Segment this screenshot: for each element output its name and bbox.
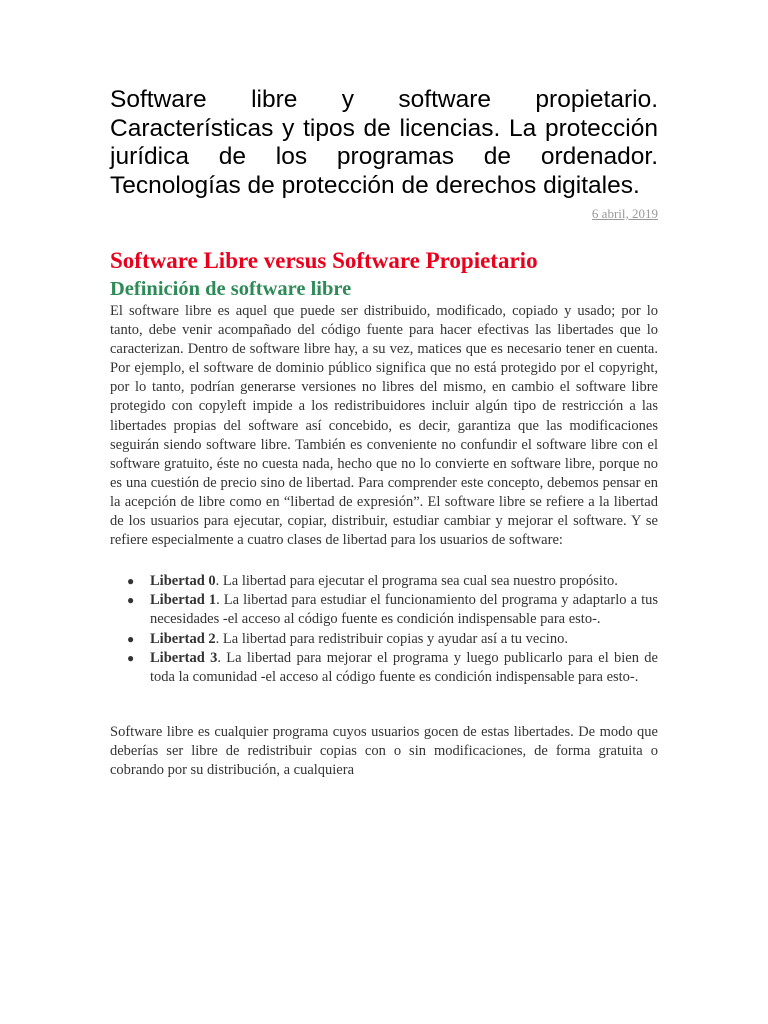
freedoms-list (110, 572, 658, 687)
document-page (110, 86, 658, 780)
freedom-text: . La libertad para estudiar el funcionamiento del programa y adaptarlo a tus necesidades -el acceso al código fuente es condición indispensable para esto-. (150, 592, 658, 628)
freedom-name: Libertad 3 (150, 649, 218, 666)
freedom-text: . La libertad para mejorar el programa y luego publicarlo para el bien de toda la comunidad -el acceso al código fuente es condición indispensable para esto-. (150, 649, 658, 685)
article-subheading: Definición de software libre (110, 278, 352, 300)
bullet-icon: ● (127, 574, 135, 589)
freedom-name: Libertad 0 (150, 573, 216, 590)
list-item (110, 572, 658, 591)
freedom-text: . La libertad para ejecutar el programa sea cual sea nuestro propósito. (215, 573, 618, 590)
freedom-text: . La libertad para redistribuir copias y ayudar así a tu vecino. (215, 630, 568, 647)
closing-paragraph: Software libre es cualquier programa cuyos usuarios gocen de estas libertades. De modo que deberías ser libre de redistribuir copias con o sin modificaciones, de forma gratuita o cobrando por su distribución, a cualquiera (110, 723, 658, 778)
post-date[interactable]: 6 abril, 2019 (591, 206, 658, 221)
intro-paragraph: El software libre es aquel que puede ser distribuido, modificado, copiado y usado; por lo tanto, debe venir acompañado del código fuente para hacer efectivas las libertades que lo caracterizan. Dentro de software libre hay, a su vez, matices que es necesario tener en cuenta. Por ejemplo, el software de dominio público significa que no está protegido por el copyright, por lo tanto, podrían generarse versiones no libres del mismo, en cambio el software libre protegido con copyleft impide a los redistribuidores incluir algún tipo de restricción a las libertades propias del software así concebido, es decir, garantiza que las modificaciones seguirán siendo software libre. También es conveniente no confundir el software libre con el software gratuito, éste no cuesta nada, hecho que no lo convierte en software libre, porque no es una cuestión de precio sino de libertad. Para comprender este concepto, debemos pensar en la acepción de libre como en “libertad de expresión”. El software libre se refiere a la libertad de los usuarios para ejecutar, copiar, distribuir, estudiar cambiar y mejorar el software. Y se refiere especialmente a cuatro clases de libertad para los usuarios de software: (110, 303, 658, 549)
article-heading: Software Libre versus Software Propietario (110, 248, 538, 273)
freedom-name: Libertad 1 (150, 592, 217, 609)
list-item (110, 591, 658, 629)
freedom-name: Libertad 2 (150, 630, 216, 647)
bullet-icon: ● (127, 650, 135, 665)
post-title: Software libre y software propietario. Características y tipos de licencias. La protección jurídica de los programas de ordenador. Tecnologías de protección de derechos digitales. (110, 86, 658, 199)
bullet-icon: ● (127, 593, 135, 608)
bullet-icon: ● (127, 631, 135, 646)
list-item (110, 630, 658, 649)
list-item (110, 649, 658, 687)
